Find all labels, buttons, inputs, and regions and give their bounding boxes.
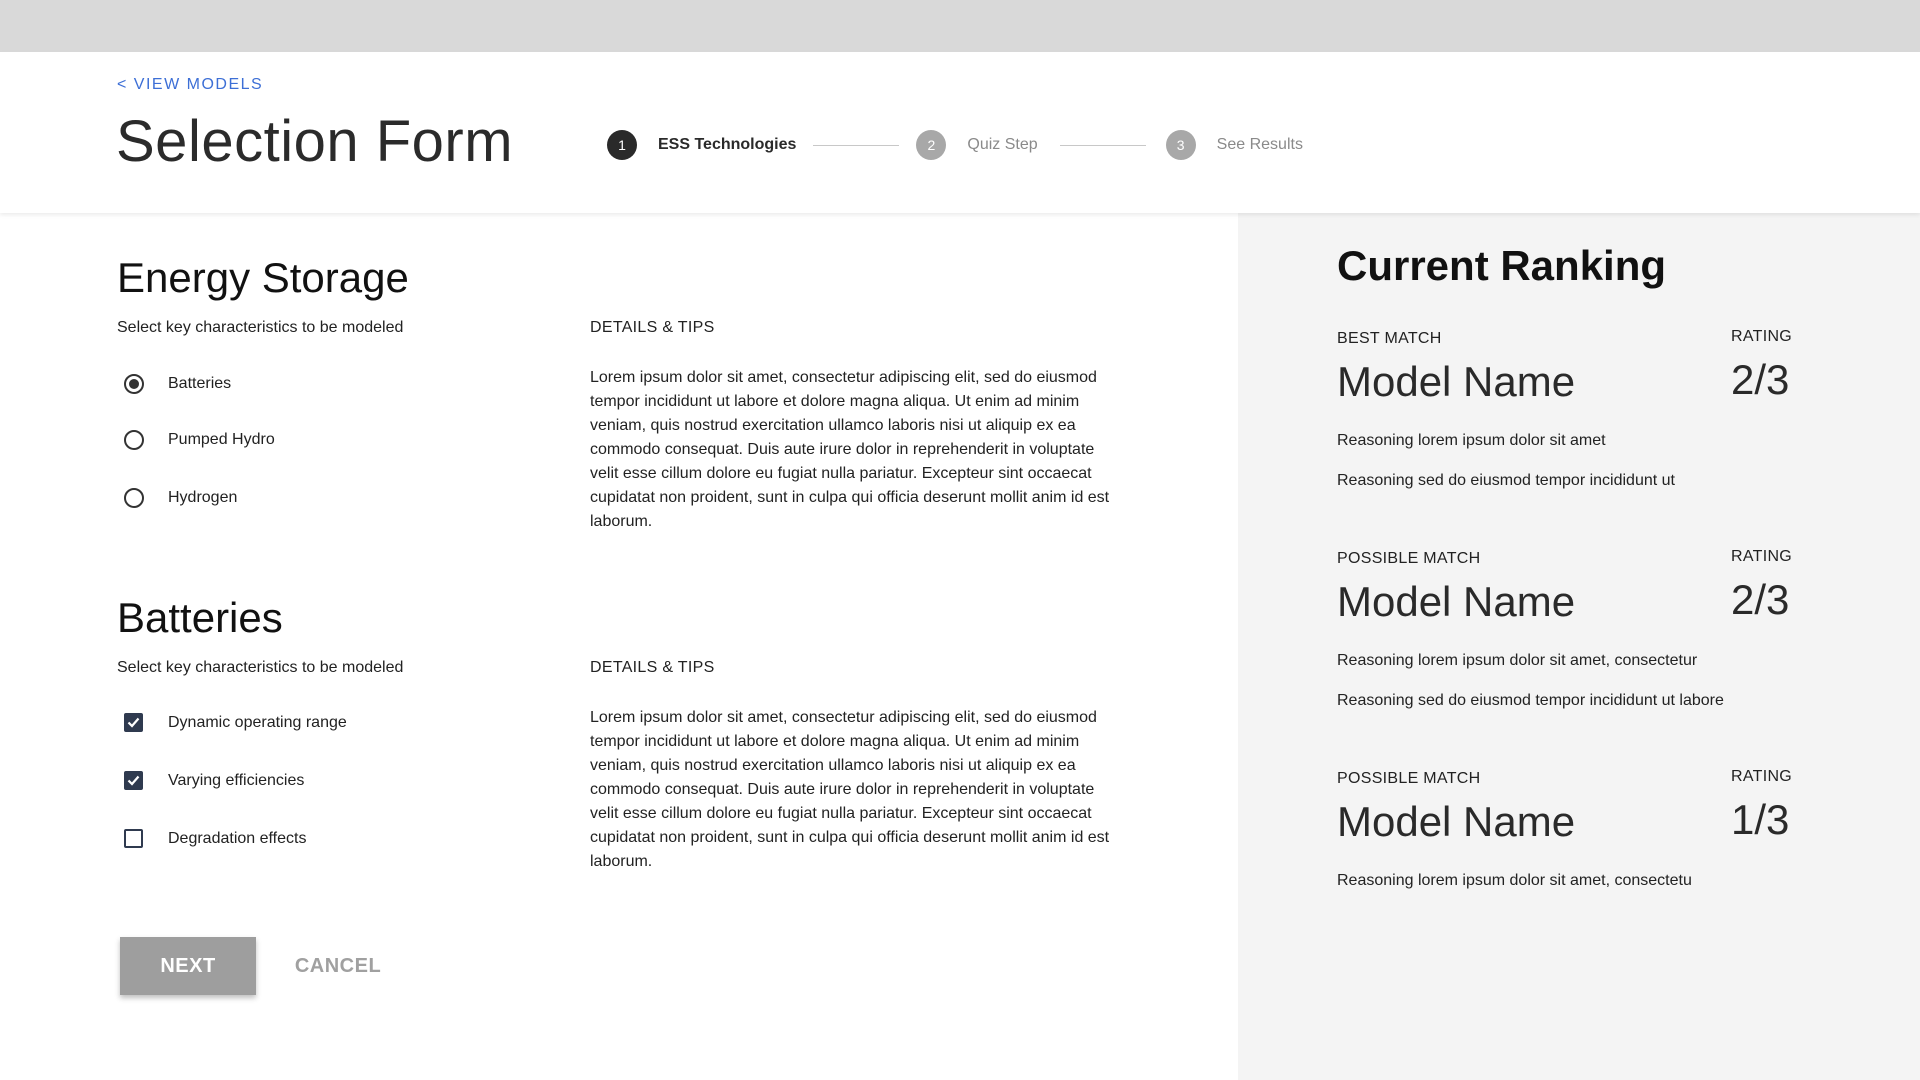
rating-label: RATING xyxy=(1731,328,1793,345)
radio-label: Pumped Hydro xyxy=(168,431,275,448)
checkbox-option-dynamic-operating-range[interactable] xyxy=(124,713,347,732)
browser-top-bar xyxy=(0,0,1920,52)
checkbox-label: Dynamic operating range xyxy=(168,713,347,731)
reason-text: Reasoning sed do eiusmod tempor incididunt ut labore xyxy=(1337,692,1724,709)
batteries-subtitle: Select key characteristics to be modeled xyxy=(117,659,404,676)
view-models-link[interactable]: < VIEW MODELS xyxy=(117,76,264,93)
energy-storage-details-text: Lorem ipsum dolor sit amet, consectetur adipiscing elit, sed do eiusmod tempor incididunt ut labore et dolore magna aliqua. Ut enim ad minim veniam, quis nostrud exercitation ullamco laboris nisi ut aliquip ex ea commodo consequat. Duis aute irure dolor in reprehenderit in voluptate velit esse cillum dolore eu fugiat nulla pariatur. Excepteur sint occaecat cupidatat non proident, sunt in culpa qui officia deserunt mollit anim id est laborum. xyxy=(590,369,1110,530)
energy-storage-details-label: DETAILS & TIPS xyxy=(590,319,715,336)
radio-option-batteries[interactable] xyxy=(124,374,232,394)
model-name: Model Name xyxy=(1337,798,1576,845)
radio-option-pumped-hydro[interactable] xyxy=(124,430,275,450)
reason-text: Reasoning sed do eiusmod tempor incididunt ut xyxy=(1337,472,1675,489)
reason-text: Reasoning lorem ipsum dolor sit amet, consectetur xyxy=(1337,652,1698,669)
radio-label: Hydrogen xyxy=(168,489,238,506)
match-label: POSSIBLE MATCH xyxy=(1337,770,1481,787)
step-label: Quiz Step xyxy=(967,136,1038,153)
next-button[interactable]: NEXT xyxy=(120,937,256,995)
page-header xyxy=(0,52,1920,213)
rating-label: RATING xyxy=(1731,768,1793,785)
radio-option-hydrogen[interactable] xyxy=(124,488,238,508)
checkbox-option-degradation-effects[interactable] xyxy=(124,829,307,848)
model-name: Model Name xyxy=(1337,578,1576,625)
checkbox-label: Degradation effects xyxy=(168,829,307,847)
step-connector xyxy=(813,145,899,146)
rating-value: 2/3 xyxy=(1731,356,1790,403)
batteries-details-text: Lorem ipsum dolor sit amet, consectetur adipiscing elit, sed do eiusmod tempor incididunt ut labore et dolore magna aliqua. Ut enim ad minim veniam, quis nostrud exercitation ullamco laboris nisi ut aliquip ex ea commodo consequat. Duis aute irure dolor in reprehenderit in voluptate velit esse cillum dolore eu fugiat nulla pariatur. Excepteur sint occaecat cupidatat non proident, sunt in culpa qui officia deserunt mollit anim id est laborum. xyxy=(590,709,1110,870)
step-quiz[interactable] xyxy=(916,130,1037,160)
match-label: BEST MATCH xyxy=(1337,330,1442,347)
energy-storage-subtitle: Select key characteristics to be modeled xyxy=(117,319,404,336)
step-ess-technologies[interactable] xyxy=(607,130,796,160)
checkbox-unchecked-icon xyxy=(124,829,143,848)
radio-unselected-icon xyxy=(124,430,144,450)
rating-label: RATING xyxy=(1731,548,1793,565)
checkbox-checked-icon xyxy=(124,713,143,732)
energy-storage-title: Energy Storage xyxy=(117,254,409,301)
step-label: See Results xyxy=(1216,136,1303,153)
step-label: ESS Technologies xyxy=(658,136,797,153)
checkbox-option-varying-efficiencies[interactable] xyxy=(124,771,305,790)
rating-value: 2/3 xyxy=(1731,576,1790,623)
batteries-title: Batteries xyxy=(117,594,283,641)
checkbox-label: Varying efficiencies xyxy=(168,771,305,789)
step-number: 2 xyxy=(916,130,946,160)
checkbox-checked-icon xyxy=(124,771,143,790)
rating-value: 1/3 xyxy=(1731,796,1790,843)
radio-label: Batteries xyxy=(168,375,232,392)
reason-text: Reasoning lorem ipsum dolor sit amet xyxy=(1337,432,1606,449)
step-see-results[interactable] xyxy=(1166,130,1303,160)
cancel-button[interactable]: CANCEL xyxy=(280,937,396,995)
reason-text: Reasoning lorem ipsum dolor sit amet, consectetu xyxy=(1337,872,1692,889)
step-number: 1 xyxy=(607,130,637,160)
current-ranking-title: Current Ranking xyxy=(1337,242,1667,289)
page-title: Selection Form xyxy=(116,109,514,174)
match-label: POSSIBLE MATCH xyxy=(1337,550,1481,567)
step-number: 3 xyxy=(1166,130,1196,160)
step-connector xyxy=(1060,145,1146,146)
radio-selected-icon xyxy=(124,374,144,394)
model-name: Model Name xyxy=(1337,358,1576,405)
progress-stepper xyxy=(607,130,1303,160)
radio-unselected-icon xyxy=(124,488,144,508)
batteries-details-label: DETAILS & TIPS xyxy=(590,659,715,676)
